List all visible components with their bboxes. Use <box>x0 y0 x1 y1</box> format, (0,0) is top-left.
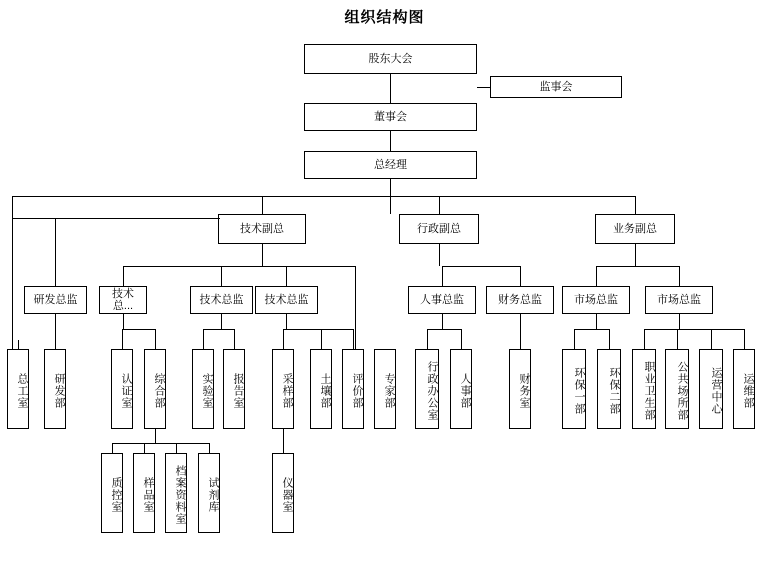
connector-vp-admin-down <box>439 244 440 266</box>
node-instrument-office: 仪器室 <box>272 453 294 533</box>
connector-dir-finance <box>520 266 521 286</box>
node-rd-dept: 研发部 <box>44 349 66 429</box>
node-dir-finance: 财务总监 <box>486 286 554 314</box>
connector-maintenance-dept <box>744 329 745 349</box>
connector-general-dept-down <box>155 429 156 443</box>
connector-tech-to-dir-tech3 <box>286 266 287 286</box>
node-qc-office: 质控室 <box>101 453 123 533</box>
bus-dir-tech3-children <box>283 329 353 330</box>
bus-dir-tech1-children <box>122 329 155 330</box>
node-dir-tech1: 技术总... <box>99 286 147 314</box>
connector-secondary-left-drop <box>55 218 56 286</box>
node-eval-dept: 评价部 <box>342 349 364 429</box>
connector-sample-office <box>144 443 145 453</box>
connector-board-gm <box>390 131 391 151</box>
connector-soil-dept <box>321 329 322 349</box>
connector-hr-dept <box>461 329 462 349</box>
bus-vp-admin-children <box>442 266 520 267</box>
node-env1-dept: 环保一部 <box>562 349 586 429</box>
connector-dir-market2-down <box>679 314 680 329</box>
node-sample-office: 样品室 <box>133 453 155 533</box>
node-vp-business: 业务副总 <box>595 214 675 244</box>
node-vp-tech: 技术副总 <box>218 214 306 244</box>
connector-admin-office <box>427 329 428 349</box>
bus-dir-tech2-children <box>203 329 234 330</box>
connector-dir-tech3-down <box>286 314 287 329</box>
connector-eng-office <box>18 340 19 349</box>
node-dir-rd: 研发总监 <box>24 286 87 314</box>
node-dir-market2: 市场总监 <box>645 286 713 314</box>
connector-vp-business-down <box>635 244 636 266</box>
connector-tech-to-expert <box>355 266 356 349</box>
node-dir-market1: 市场总监 <box>562 286 630 314</box>
node-dir-tech2: 技术总监 <box>190 286 253 314</box>
node-operations-center: 运营中心 <box>699 349 723 429</box>
node-supervisors: 监事会 <box>490 76 622 98</box>
node-report-office: 报告室 <box>223 349 245 429</box>
connector-cert-office <box>122 329 123 349</box>
connector-env1-dept <box>574 329 575 349</box>
node-occ-health-dept: 职业卫生部 <box>632 349 656 429</box>
connector-qc-office <box>112 443 113 453</box>
connector-sampling-dept <box>283 329 284 349</box>
connector-supervisors-horizontal <box>490 87 491 88</box>
bus-vp-tech-children <box>123 266 355 267</box>
connector-occ-health-dept <box>644 329 645 349</box>
connector-operations-center <box>711 329 712 349</box>
connector-reagent-store <box>209 443 210 453</box>
connector-tech-to-dir-tech1 <box>123 266 124 286</box>
node-reagent-store: 试剂库 <box>198 453 220 533</box>
connector-dir-tech1-down <box>123 314 124 329</box>
bus-dir-market2-children <box>644 329 744 330</box>
node-sampling-dept: 采样部 <box>272 349 294 429</box>
connector-dir-market1-down <box>596 314 597 329</box>
node-eng-office: 总工室 <box>7 349 29 429</box>
node-general-dept: 综合部 <box>144 349 166 429</box>
node-shareholders: 股东大会 <box>304 44 477 74</box>
node-maintenance-dept: 运维部 <box>733 349 755 429</box>
node-admin-office: 行政办公室 <box>415 349 439 429</box>
node-lab: 实验室 <box>192 349 214 429</box>
connector-archive-office <box>176 443 177 453</box>
node-cert-office: 认证室 <box>111 349 133 429</box>
node-public-place-dept: 公共场所部 <box>665 349 689 429</box>
bus-general-dept-children <box>112 443 209 444</box>
connector-report-office <box>234 329 235 349</box>
connector-rd-dept <box>55 314 56 349</box>
connector-lab <box>203 329 204 349</box>
connector-eval-dept <box>353 329 354 349</box>
connector-vp-tech-down <box>262 244 263 266</box>
node-finance-office: 财务室 <box>509 349 531 429</box>
bus-vp-level <box>12 196 635 197</box>
bus-dir-market1-children <box>574 329 609 330</box>
bus-dir-hr-children <box>427 329 461 330</box>
connector-bus-vp-business <box>635 196 636 214</box>
connector-dir-market2 <box>679 266 680 286</box>
connector-bus-vp-tech <box>262 196 263 214</box>
node-soil-dept: 土壤部 <box>310 349 332 429</box>
node-general-manager: 总经理 <box>304 151 477 179</box>
node-hr-dept: 人事部 <box>450 349 472 429</box>
connector-dir-hr-down <box>442 314 443 329</box>
connector-env2-dept <box>609 329 610 349</box>
node-env2-dept: 环保二部 <box>597 349 621 429</box>
connector-bus-vp-admin <box>439 196 440 214</box>
page-title: 组织结构图 <box>344 9 425 26</box>
connector-board-supervisors <box>477 87 490 88</box>
bus-vp-business-children <box>596 266 679 267</box>
node-archive-office: 档案资料室 <box>165 453 187 533</box>
connector-finance-office <box>520 314 521 349</box>
node-vp-admin: 行政副总 <box>399 214 479 244</box>
node-dir-hr: 人事总监 <box>408 286 476 314</box>
bus-secondary-left <box>12 218 220 219</box>
connector-dir-market1 <box>596 266 597 286</box>
node-dir-tech3: 技术总监 <box>255 286 318 314</box>
node-expert-dept: 专家部 <box>374 349 396 429</box>
connector-general-dept <box>155 329 156 349</box>
connector-public-place-dept <box>677 329 678 349</box>
node-board: 董事会 <box>304 103 477 131</box>
connector-dir-hr <box>442 266 443 286</box>
connector-tech-to-dir-tech2 <box>221 266 222 286</box>
connector-instrument-office <box>283 429 284 453</box>
connector-shareholders-board <box>390 74 391 103</box>
connector-dir-tech2-down <box>221 314 222 329</box>
